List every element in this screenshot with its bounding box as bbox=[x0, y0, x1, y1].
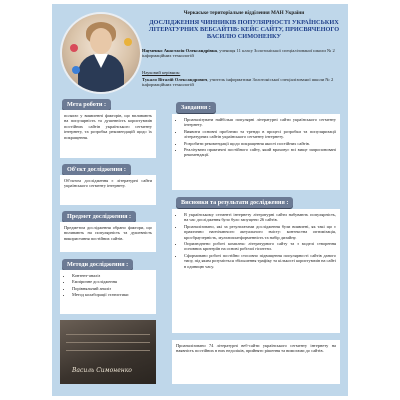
author-photo bbox=[60, 12, 142, 94]
image-texture bbox=[66, 334, 150, 335]
goal-heading: Мета роботи : bbox=[62, 99, 111, 110]
tasks-heading: Завдання : bbox=[176, 102, 216, 113]
tasks-list bbox=[176, 117, 336, 158]
author-desc: , учениця 11 класу Золотоніської спеціалізованої школи № 2 інформаційних технологій bbox=[142, 48, 335, 59]
results-list bbox=[176, 212, 336, 269]
tasks-panel bbox=[172, 114, 340, 190]
list-item: • Виявити основні проблеми та тренди в процесі розробки та популяризації літературних сайтів українського сегменту інтернету. bbox=[184, 129, 336, 140]
subject-panel bbox=[60, 222, 156, 252]
methods-list bbox=[64, 273, 152, 298]
list-item: • В українському сегменті інтернету літературні сайти набувають популярність, на час дослідження було було запущено 26 сайтів. bbox=[184, 212, 336, 223]
simonenko-image bbox=[60, 320, 156, 384]
list-item: • Проаналізувати найбільш популярні літературні сайти українського сегменту інтернету. bbox=[184, 117, 336, 128]
goal-text: полягає у виявленні факторів, що впливають на популярність та душевність користувачів постійних сайтів українського сегменту інтернету, та розробка рекомендацій щодо їх покращення. bbox=[64, 113, 152, 140]
list-item: • Порівняльний аналіз bbox=[72, 286, 152, 291]
image-texture bbox=[66, 350, 150, 351]
author-name: Науменко Анастасія Олександрівна bbox=[142, 48, 217, 53]
methods-heading: Методи дослідження : bbox=[62, 259, 133, 270]
supervisor-info bbox=[142, 77, 346, 88]
subject-heading: Предмет дослідження : bbox=[62, 211, 136, 222]
list-item: • Розробити рекомендації щодо покращення якості постійних сайтів. bbox=[184, 141, 336, 146]
supervisor-heading: Науковий керівник: bbox=[142, 70, 181, 75]
list-item: • Сформовано роботі постійно стосовно підвищення популярності сайтів даного типу, під яким розуміється збільшення трафіку та кількості користувачів на сайті в одиницю часу. bbox=[184, 253, 336, 269]
supervisor-desc: , учитель інформатики Золотоніської спеціалізованої школи № 2 інформаційних технологій bbox=[142, 77, 334, 88]
object-heading: Об'єкт дослідження : bbox=[62, 164, 131, 175]
results-note: Проаналізовано 74 літературні веб-сайти українського сегменту інтернету на наявність постійних в них недоліків, прийнято рішення та вимогами до сайтів. bbox=[176, 343, 336, 354]
flower-icon bbox=[72, 66, 80, 74]
flower-icon bbox=[124, 38, 132, 46]
flower-icon bbox=[70, 44, 78, 52]
list-item: • Оприлюднено роботі комплекс літературного сайту та з моделі створення основних критеріїв на основі робочої гіпотези. bbox=[184, 241, 336, 252]
organization: Черкаське територіальне відділення МАН України bbox=[183, 10, 305, 16]
results-panel bbox=[172, 209, 340, 333]
list-item: • Контент-аналіз bbox=[72, 273, 152, 278]
results-note-panel bbox=[172, 340, 340, 384]
list-item: • Реалізувати практичні постійного сайту, який враховує всі вище запропоновані рекомендації. bbox=[184, 147, 336, 158]
goal-panel bbox=[60, 110, 156, 158]
subject-text: Предметом дослідження обрано фактори, що впливають на популярність та душевність використання постійних сайтів. bbox=[64, 225, 152, 241]
image-texture bbox=[66, 342, 150, 343]
list-item: • Емпіричне дослідження bbox=[72, 279, 152, 284]
list-item: • Метод колаборації статистики bbox=[72, 292, 152, 297]
photo-head bbox=[90, 28, 112, 54]
poster bbox=[52, 4, 348, 396]
image-caption: Василь Симоненко bbox=[72, 367, 132, 374]
results-heading: Висновки та результати дослідження : bbox=[176, 197, 293, 208]
methods-panel bbox=[60, 270, 156, 314]
supervisor-name: Тукало Віталій Олександрович bbox=[142, 77, 208, 82]
list-item: • Проаналізовано, які за результатами дослідження були виявлені, як такі що є практично нагнічаючого актуального змісту: контекстна оптимізація, кросбраузерність, мультиплатформенність та набір дизайну. bbox=[184, 224, 336, 240]
author-info bbox=[142, 48, 346, 59]
object-panel bbox=[60, 175, 156, 205]
poster-title: ДОСЛІДЖЕННЯ ЧИННИКІВ ПОПУЛЯРНОСТІ УКРАЇНСЬКИХ ЛІТЕРАТУРНИХ ВЕБСАЙТІВ: КЕЙС САЙТУ, ПРИСВЯЧЕНОГО ВАСИЛЮ СИМОНЕНКУ bbox=[148, 19, 340, 41]
object-text: Об'єктом дослідження є літературні сайти українського сегменту інтернету. bbox=[64, 178, 152, 189]
